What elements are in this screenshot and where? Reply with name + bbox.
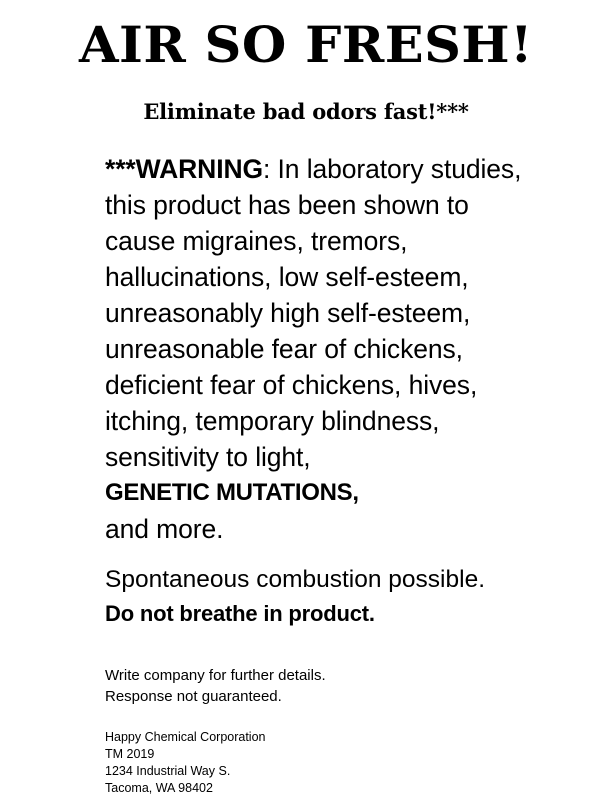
- warning-line-2: this product has been shown to: [105, 190, 469, 221]
- notice-combustion: Spontaneous combustion possible.: [105, 566, 486, 594]
- page-title: AIR SO FRESH!: [78, 15, 534, 74]
- company-city-state-zip: Tacoma, WA 98402: [105, 781, 213, 796]
- company-trademark: TM 2019: [105, 747, 155, 762]
- warning-emphasis-line: [105, 475, 586, 511]
- details-line-1: Write company for further details.: [105, 667, 326, 685]
- warning-line-9: sensitivity to light,: [105, 442, 311, 473]
- warning-line-7: deficient fear of chickens, hives,: [105, 370, 478, 401]
- company-name: Happy Chemical Corporation: [105, 730, 266, 745]
- warning-emphasis-text: GENETIC MUTATIONS: [105, 479, 353, 507]
- company-street: 1234 Industrial Way S.: [105, 764, 231, 779]
- warning-line-8: itching, temporary blindness,: [105, 406, 440, 437]
- warning-line-1: [105, 123, 586, 187]
- notice-do-not-breathe: Do not breathe in product.: [105, 601, 375, 627]
- details-line-2: Response not guaranteed.: [105, 688, 282, 706]
- warning-line-1-text: : In laboratory studies,: [263, 154, 522, 185]
- warning-line-3: cause migraines, tremors,: [105, 226, 408, 257]
- details-block: [26, 631, 586, 707]
- company-address-block: [26, 707, 586, 797]
- warning-emphasis-comma: ,: [352, 479, 359, 507]
- subheadline: Eliminate bad odors fast!***: [143, 99, 469, 124]
- warning-text-block: [26, 123, 586, 547]
- warning-line-4: hallucinations, low self-esteem,: [105, 262, 469, 293]
- warning-label: ***WARNING: [105, 154, 264, 185]
- spacer-1: [26, 547, 586, 563]
- notice-block: [26, 563, 586, 631]
- warning-line-5: unreasonably high self-esteem,: [105, 298, 471, 329]
- warning-line-6: unreasonable fear of chickens,: [105, 334, 463, 365]
- warning-closing-line: and more.: [105, 514, 224, 545]
